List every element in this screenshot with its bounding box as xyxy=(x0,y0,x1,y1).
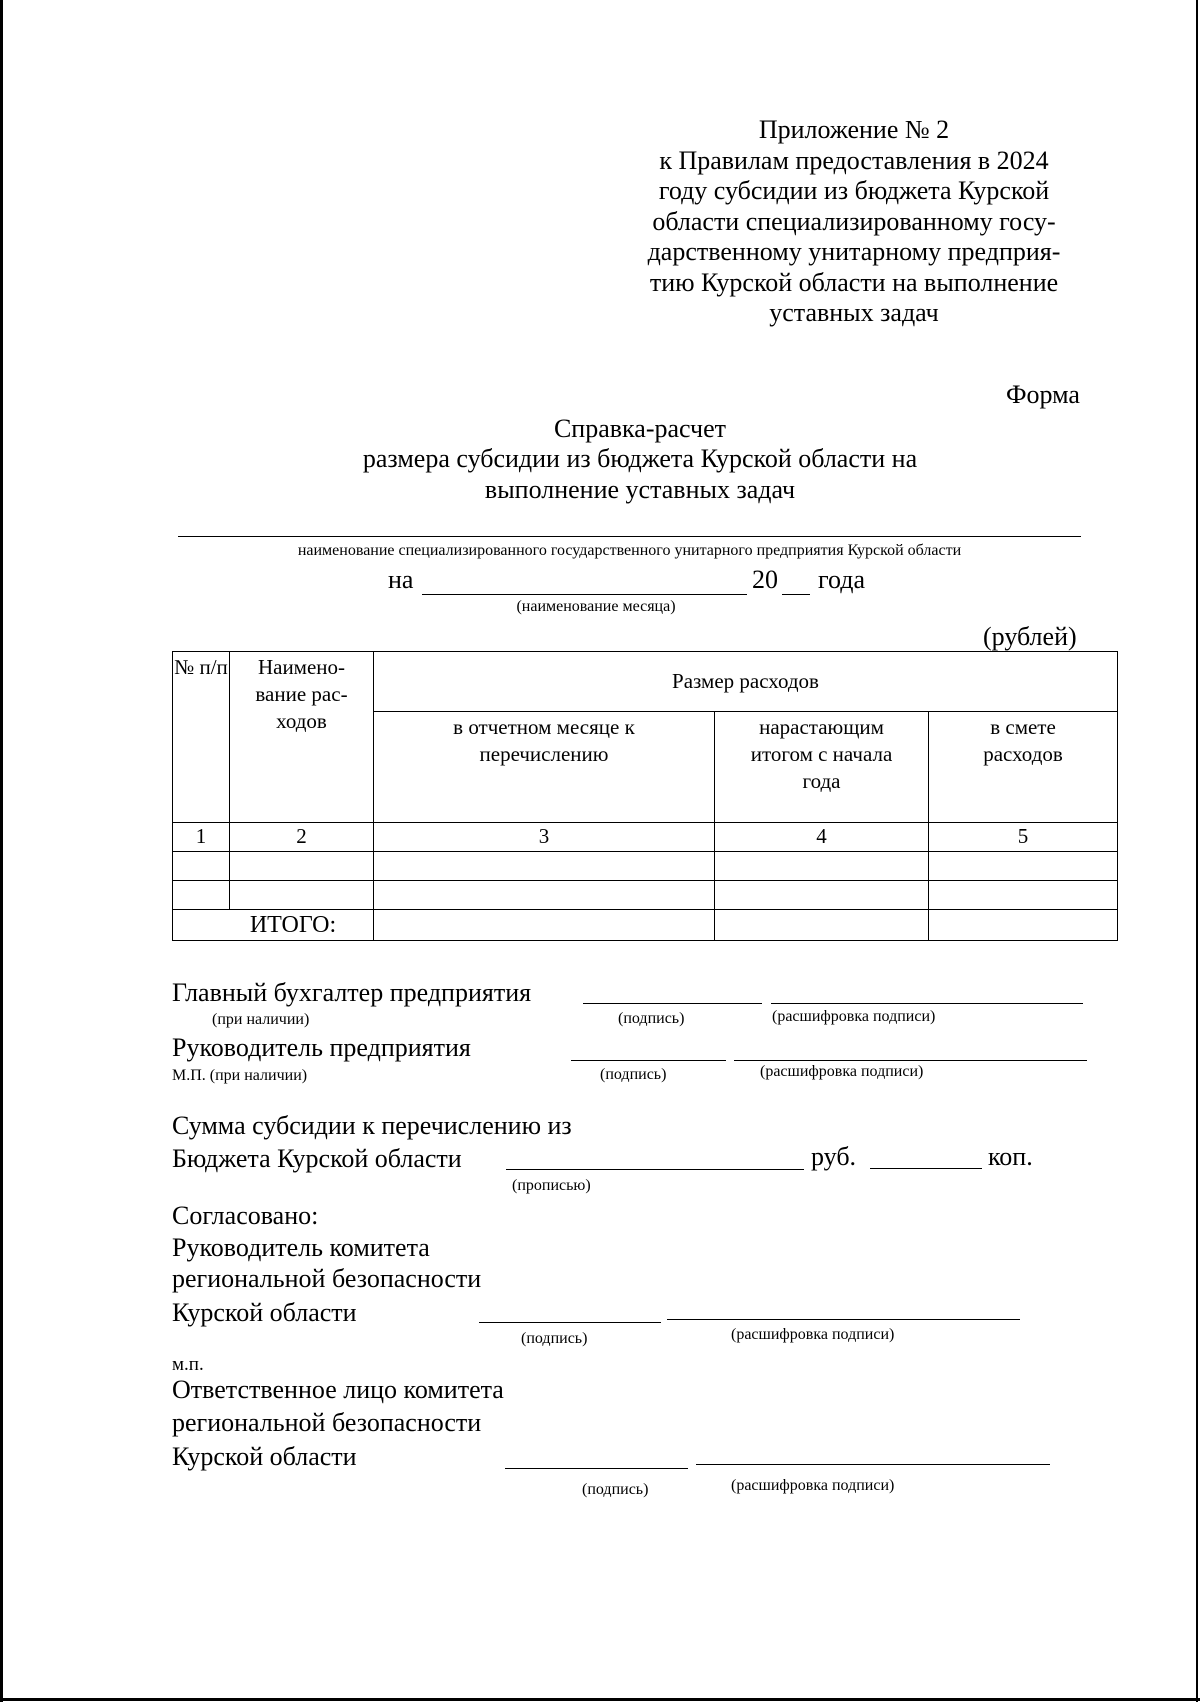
words-caption: (прописью) xyxy=(512,1177,591,1194)
head-decoding-field[interactable] xyxy=(734,1060,1087,1061)
subsidy-words-field[interactable] xyxy=(506,1169,804,1170)
committee-head-line: региональной безопасности xyxy=(172,1264,482,1293)
scan-edge-right xyxy=(1196,0,1198,1702)
units-label: (рублей) xyxy=(983,622,1077,651)
chief-accountant-signature-field[interactable] xyxy=(583,1003,762,1004)
chief-accountant-decoding-field[interactable] xyxy=(771,1003,1083,1004)
table-cell[interactable] xyxy=(715,852,929,881)
appendix-line: дарственному унитарному предприя- xyxy=(647,237,1061,266)
total-cell[interactable] xyxy=(929,910,1118,941)
table-row xyxy=(173,852,1118,881)
year-field[interactable] xyxy=(782,594,810,595)
expense-table xyxy=(172,651,1118,941)
signature-caption: (подпись) xyxy=(521,1330,588,1347)
table-total-row xyxy=(173,910,1118,941)
table-cell[interactable] xyxy=(929,881,1118,910)
total-cell[interactable] xyxy=(374,910,715,941)
responsible-signature-field[interactable] xyxy=(505,1468,688,1469)
enterprise-caption: наименование специализированного государственного унитарного предприятия Курской области xyxy=(297,542,962,559)
header-estimate: в смете расходов xyxy=(929,712,1118,823)
table-cell[interactable] xyxy=(374,881,715,910)
signature-caption: (подпись) xyxy=(600,1066,667,1083)
index-cell: 1 xyxy=(173,823,230,852)
responsible-line: региональной безопасности xyxy=(172,1408,482,1437)
document-title: Справка-расчет xyxy=(553,414,727,443)
header-expense-name: Наимено- вание рас- ходов xyxy=(230,652,374,823)
decoding-caption: (расшифровка подписи) xyxy=(772,1008,936,1025)
responsible-decoding-field[interactable] xyxy=(696,1464,1050,1465)
scan-edge-bottom xyxy=(0,1698,1200,1701)
table-cell[interactable] xyxy=(929,852,1118,881)
table-cell[interactable] xyxy=(230,852,374,881)
chief-accountant-label: Главный бухгалтер предприятия xyxy=(172,978,532,1007)
kop-field[interactable] xyxy=(870,1168,982,1169)
index-cell: 2 xyxy=(230,823,374,852)
period-prefix: на xyxy=(388,565,414,594)
appendix-line: тию Курской области на выполнение xyxy=(649,267,1059,297)
appendix-line: к Правилам предоставления в 2024 xyxy=(659,145,1049,175)
decoding-caption: (расшифровка подписи) xyxy=(731,1477,895,1494)
signature-caption: (подпись) xyxy=(582,1481,649,1498)
total-label: ИТОГО: xyxy=(173,910,374,941)
signature-caption: (подпись) xyxy=(618,1010,685,1027)
appendix-line: области специализированному госу- xyxy=(652,206,1056,236)
agreed-label: Согласовано: xyxy=(172,1201,319,1230)
table-index-row xyxy=(173,823,1118,852)
document-title-line: выполнение уставных задач xyxy=(484,475,796,504)
appendix-line: Приложение № 2 xyxy=(758,115,950,144)
appendix-header xyxy=(624,115,1084,329)
appendix-line: году субсидии из бюджета Курской xyxy=(658,176,1050,205)
enterprise-name-field[interactable] xyxy=(178,536,1081,537)
scan-edge-left xyxy=(0,0,3,1702)
year-prefix: 20 xyxy=(752,565,778,594)
table-row xyxy=(173,881,1118,910)
responsible-line: Ответственное лицо комитета xyxy=(172,1375,504,1404)
decoding-caption: (расшифровка подписи) xyxy=(760,1063,924,1080)
table-cell[interactable] xyxy=(173,881,230,910)
total-cell[interactable] xyxy=(715,910,929,941)
head-note: М.П. (при наличии) xyxy=(172,1067,308,1084)
appendix-line: уставных задач xyxy=(769,298,939,327)
stamp-label: м.п. xyxy=(172,1354,204,1375)
table-cell[interactable] xyxy=(173,852,230,881)
header-number: № п/п xyxy=(173,652,230,823)
form-label: Форма xyxy=(1006,380,1080,409)
index-cell: 4 xyxy=(715,823,929,852)
subsidy-budget-label: Бюджета Курской области xyxy=(172,1144,462,1173)
month-caption: (наименование месяца) xyxy=(516,598,676,615)
head-signature-field[interactable] xyxy=(571,1060,726,1061)
kop-label: коп. xyxy=(988,1142,1033,1171)
committee-head-decoding-field[interactable] xyxy=(667,1319,1020,1320)
document-title-line: размера субсидии из бюджета Курской области на xyxy=(362,444,918,473)
rub-label: руб. xyxy=(811,1142,857,1171)
committee-head-line: Руководитель комитета xyxy=(172,1233,430,1262)
header-expense-size: Размер расходов xyxy=(374,652,1118,712)
committee-head-signature-field[interactable] xyxy=(479,1322,661,1323)
responsible-line: Курской области xyxy=(172,1442,357,1471)
header-cumulative: нарастающим итогом с начала года xyxy=(715,712,929,823)
month-field[interactable] xyxy=(422,594,747,595)
index-cell: 3 xyxy=(374,823,715,852)
index-cell: 5 xyxy=(929,823,1118,852)
table-cell[interactable] xyxy=(374,852,715,881)
chief-accountant-note: (при наличии) xyxy=(212,1011,310,1028)
committee-head-line: Курской области xyxy=(172,1298,357,1327)
header-reporting-month: в отчетном месяце к перечислению xyxy=(374,712,715,823)
decoding-caption: (расшифровка подписи) xyxy=(731,1326,895,1343)
year-suffix: года xyxy=(818,565,866,594)
head-label: Руководитель предприятия xyxy=(172,1033,471,1062)
table-cell[interactable] xyxy=(715,881,929,910)
subsidy-label: Сумма субсидии к перечислению из xyxy=(172,1111,572,1140)
table-cell[interactable] xyxy=(230,881,374,910)
